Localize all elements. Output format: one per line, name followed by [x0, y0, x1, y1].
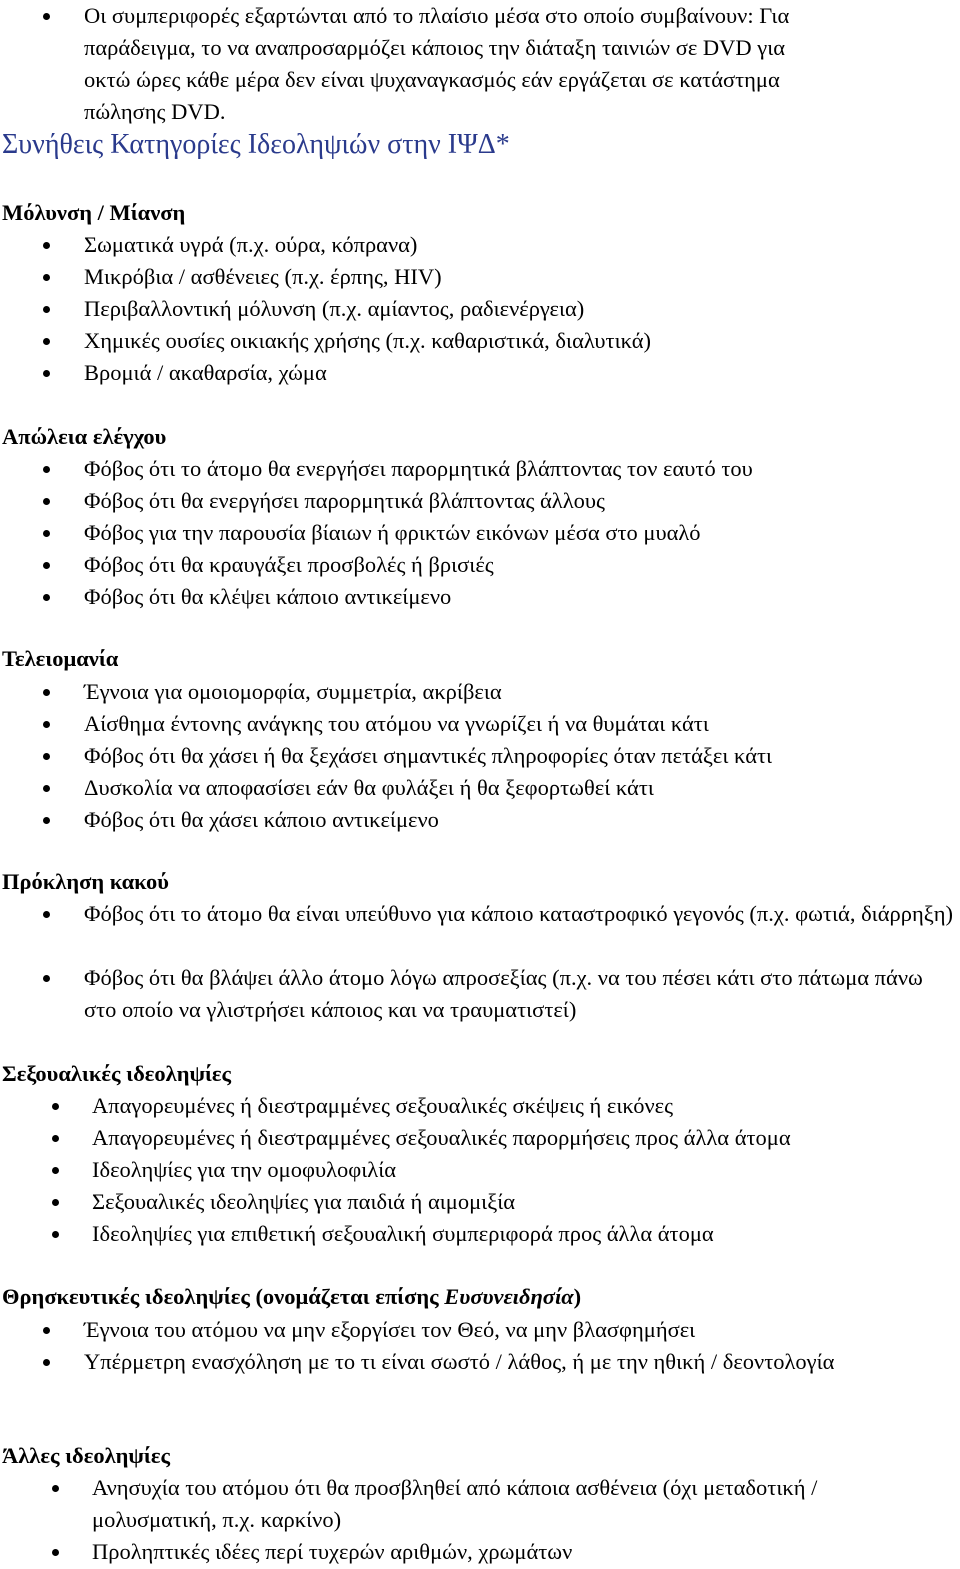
list-item: Φόβος ότι θα κραυγάξει προσβολές ή βρισιές — [84, 552, 494, 577]
list-item: Απαγορευμένες ή διεστραμμένες σεξουαλικές παρορμήσεις προς άλλα άτομα — [92, 1125, 791, 1150]
bullet-icon — [43, 338, 50, 345]
list-item: Φόβος για την παρουσία βίαιων ή φρικτών εικόνων μέσα στο μυαλό — [84, 520, 701, 545]
bullet-icon — [43, 1359, 50, 1366]
list-item: Έγνοια για ομοιομορφία, συμμετρία, ακρίβεια — [84, 679, 502, 704]
bullet-icon — [43, 562, 50, 569]
list-item: Φόβος ότι το άτομο θα ενεργήσει παρορμητικά βλάπτοντας τον εαυτό του — [84, 456, 753, 481]
bullet-icon — [43, 975, 50, 982]
list-item: Φόβος ότι θα χάσει ή θα ξεχάσει σημαντικές πληροφορίες όταν πετάξει κάτι — [84, 743, 773, 768]
list-item: Φόβος ότι το άτομο θα είναι υπεύθυνο για κάποιο καταστροφικό γεγονός (π.χ. φωτιά, διάρρηξη) — [84, 901, 954, 926]
bullet-icon — [43, 753, 50, 760]
bullet-icon — [43, 274, 50, 281]
bullet-icon — [43, 785, 50, 792]
bullet-icon — [43, 689, 50, 696]
bullet-icon — [43, 466, 50, 473]
bullet-icon — [43, 911, 50, 918]
list-item: Φόβος ότι θα χάσει κάποιο αντικείμενο — [84, 807, 439, 832]
bullet-icon — [52, 1167, 59, 1174]
list-item: Υπέρμετρη ενασχόληση με το τι είναι σωστό / λάθος, ή με την ηθική / δεοντολογία — [84, 1349, 835, 1374]
bullet-icon — [52, 1103, 59, 1110]
list-item: Φόβος ότι θα κλέψει κάποιο αντικείμενο — [84, 584, 452, 609]
bullet-icon — [43, 817, 50, 824]
section-heading-religious — [2, 1281, 581, 1313]
bullet-icon — [52, 1231, 59, 1238]
section-heading-sexual: Σεξουαλικές ιδεοληψίες — [2, 1061, 232, 1086]
list-item: Ιδεοληψίες για την ομοφυλοφιλία — [92, 1157, 397, 1182]
list-item: Σεξουαλικές ιδεοληψίες για παιδιά ή αιμομιξία — [92, 1189, 516, 1214]
bullet-icon — [43, 1327, 50, 1334]
section-heading-contamination: Μόλυνση / Μίανση — [2, 200, 186, 225]
list-item: Φόβος ότι θα ενεργήσει παρορμητικά βλάπτοντας άλλους — [84, 488, 605, 513]
list-item: Δυσκολία να αποφασίσει εάν θα φυλάξει ή θα ξεφορτωθεί κάτι — [84, 775, 654, 800]
bullet-icon — [52, 1135, 59, 1142]
section-heading-harm: Πρόκληση κακού — [2, 869, 169, 894]
list-item: Αίσθημα έντονης ανάγκης του ατόμου να γνωρίζει ή να θυμάται κάτι — [84, 711, 709, 736]
intro-line: Οι συμπεριφορές εξαρτώνται από το πλαίσιο μέσα στο οποίο συμβαίνουν: Για — [84, 3, 790, 28]
intro-line: πώλησης DVD. — [84, 99, 226, 124]
list-item: Σωματικά υγρά (π.χ. ούρα, κόπρανα) — [84, 232, 418, 257]
bullet-icon — [43, 530, 50, 537]
list-item: Ανησυχία του ατόμου ότι θα προσβληθεί από κάποια ασθένεια (όχι μεταδοτική / μολυσματική, π.χ. καρκίνο) — [92, 1475, 818, 1532]
bullet-icon — [43, 370, 50, 377]
bullet-icon — [43, 13, 50, 20]
list-item: Φόβος ότι θα βλάψει άλλο άτομο λόγω απροσεξίας (π.χ. να του πέσει κάτι στο πάτωμα πάνω στο οποίο να γλιστρήσει κάποιος και να τραυματιστεί) — [84, 965, 923, 1022]
heading-text: ) — [573, 1284, 582, 1309]
list-item: Μικρόβια / ασθένειες (π.χ. έρπης, HIV) — [84, 264, 442, 289]
list-item: Έγνοια του ατόμου να μην εξοργίσει τον Θεό, να μην βλασφημήσει — [84, 1317, 696, 1342]
intro-line: οκτώ ώρες κάθε μέρα δεν είναι ψυχαναγκασμός εάν εργάζεται σε κατάστημα — [84, 67, 780, 92]
bullet-icon — [43, 594, 50, 601]
bullet-icon — [43, 498, 50, 505]
list-item: Απαγορευμένες ή διεστραμμένες σεξουαλικές σκέψεις ή εικόνες — [92, 1093, 674, 1118]
heading-text: Θρησκευτικές ιδεοληψίες (ονομάζεται επίσης — [2, 1284, 445, 1309]
bullet-icon — [52, 1485, 59, 1492]
bullet-icon — [43, 242, 50, 249]
intro-line: παράδειγμα, το να αναπροσαρμόζει κάποιος την διάταξη ταινιών σε DVD για — [84, 35, 786, 60]
bullet-icon — [52, 1199, 59, 1206]
list-item: Χημικές ουσίες οικιακής χρήσης (π.χ. καθαριστικά, διαλυτικά) — [84, 328, 652, 353]
heading-italic-text: Ευσυνειδησία — [444, 1284, 574, 1309]
bullet-icon — [43, 721, 50, 728]
section-heading-perfectionism: Τελειομανία — [2, 646, 119, 671]
list-item: Βρομιά / ακαθαρσία, χώμα — [84, 360, 327, 385]
list-item: Προληπτικές ιδέες περί τυχερών αριθμών, χρωμάτων — [92, 1539, 573, 1564]
list-item: Περιβαλλοντική μόλυνση (π.χ. αμίαντος, ραδιενέργεια) — [84, 296, 585, 321]
section-heading-other: Άλλες ιδεοληψίες — [2, 1443, 170, 1468]
bullet-icon — [52, 1549, 59, 1556]
section-heading-control: Απώλεια ελέγχου — [2, 424, 167, 449]
bullet-icon — [43, 306, 50, 313]
list-item: Ιδεοληψίες για επιθετική σεξουαλική συμπεριφορά προς άλλα άτομα — [92, 1221, 714, 1246]
page-title: Συνήθεις Κατηγορίες Ιδεοληψιών στην ΙΨΔ* — [2, 129, 510, 160]
